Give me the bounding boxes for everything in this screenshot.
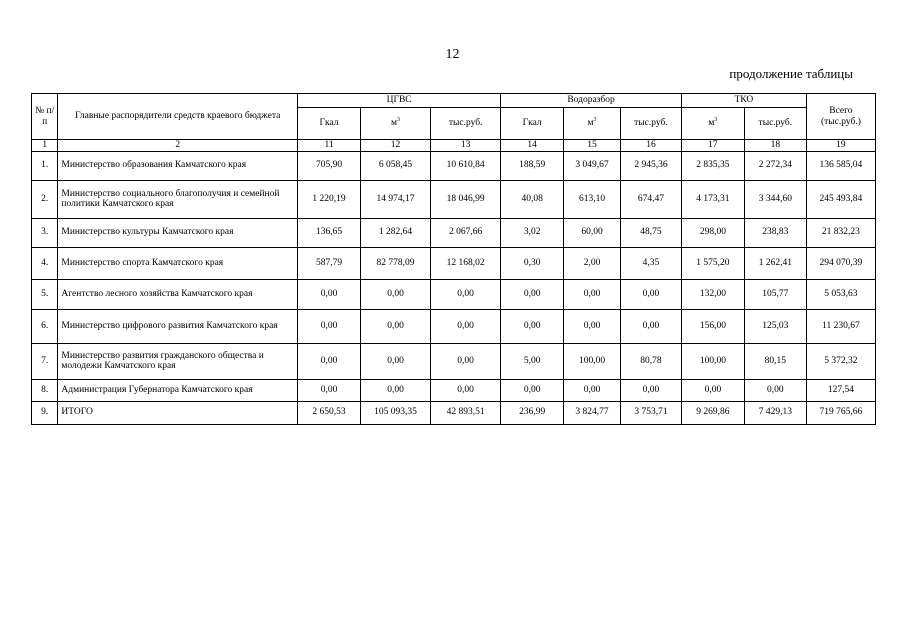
header-num: № п/п xyxy=(32,94,58,140)
cell-value: 14 974,17 xyxy=(361,180,431,218)
col-number: 11 xyxy=(298,140,361,152)
column-number-row xyxy=(32,140,876,152)
table-row xyxy=(32,379,876,401)
header-tko: ТКО xyxy=(681,94,806,108)
cell-value: 0,00 xyxy=(564,379,621,401)
row-number: 3. xyxy=(32,218,58,247)
unit-m3: $м^3$ xyxy=(681,108,744,140)
cell-value: 1 282,64 xyxy=(361,218,431,247)
cell-value: 18 046,99 xyxy=(431,180,501,218)
cell-value: 10 610,84 xyxy=(431,151,501,180)
unit-m3: $м^3$ xyxy=(564,108,621,140)
row-name: Министерство цифрового развития Камчатского края xyxy=(58,309,298,343)
table-row xyxy=(32,343,876,379)
col-number: 14 xyxy=(501,140,564,152)
unit-m3: $м^3$ xyxy=(361,108,431,140)
cell-value: 4,35 xyxy=(620,247,681,279)
cell-value: 2 945,36 xyxy=(620,151,681,180)
col-number: 12 xyxy=(361,140,431,152)
cell-value: 0,00 xyxy=(431,279,501,309)
cell-value: 3 049,67 xyxy=(564,151,621,180)
cell-value: 238,83 xyxy=(744,218,806,247)
table-row xyxy=(32,151,876,180)
col-number: 18 xyxy=(744,140,806,152)
cell-value: 105,77 xyxy=(744,279,806,309)
cell-value: 674,47 xyxy=(620,180,681,218)
cell-value: 5,00 xyxy=(501,343,564,379)
col-number: 2 xyxy=(58,140,298,152)
cell-value: 0,00 xyxy=(744,379,806,401)
cell-value: 12 168,02 xyxy=(431,247,501,279)
unit-rub: тыс.руб. xyxy=(431,108,501,140)
cell-value: 100,00 xyxy=(564,343,621,379)
cell-value: 0,00 xyxy=(564,279,621,309)
cell-value: 5 372,32 xyxy=(806,343,875,379)
col-number: 19 xyxy=(806,140,875,152)
total-row xyxy=(32,401,876,424)
cell-value: 188,59 xyxy=(501,151,564,180)
col-number: 16 xyxy=(620,140,681,152)
cell-value: 132,00 xyxy=(681,279,744,309)
cell-value: 1 575,20 xyxy=(681,247,744,279)
cell-value: 7 429,13 xyxy=(744,401,806,424)
cell-value: 0,00 xyxy=(501,379,564,401)
header-cgvs: ЦГВС xyxy=(298,94,501,108)
cell-value: 0,00 xyxy=(620,379,681,401)
row-number: 7. xyxy=(32,343,58,379)
col-number: 13 xyxy=(431,140,501,152)
cell-value: 6 058,45 xyxy=(361,151,431,180)
cell-value: 0,00 xyxy=(431,343,501,379)
col-number: 1 xyxy=(32,140,58,152)
cell-value: 48,75 xyxy=(620,218,681,247)
table-row xyxy=(32,247,876,279)
cell-value: 80,78 xyxy=(620,343,681,379)
cell-value: 3,02 xyxy=(501,218,564,247)
row-number: 2. xyxy=(32,180,58,218)
cell-value: 0,30 xyxy=(501,247,564,279)
cell-value: 613,10 xyxy=(564,180,621,218)
unit-rub: тыс.руб. xyxy=(744,108,806,140)
cell-value: 0,00 xyxy=(431,379,501,401)
cell-value: 0,00 xyxy=(564,309,621,343)
row-number: 1. xyxy=(32,151,58,180)
cell-value: 298,00 xyxy=(681,218,744,247)
cell-value: 236,99 xyxy=(501,401,564,424)
col-number: 17 xyxy=(681,140,744,152)
cell-value: 21 832,23 xyxy=(806,218,875,247)
unit-gcal: Гкал xyxy=(298,108,361,140)
cell-value: 125,03 xyxy=(744,309,806,343)
cell-value: 2 650,53 xyxy=(298,401,361,424)
cell-value: 2 067,66 xyxy=(431,218,501,247)
row-name: Агентство лесного хозяйства Камчатского края xyxy=(58,279,298,309)
cell-value: 1 220,19 xyxy=(298,180,361,218)
cell-value: 4 173,31 xyxy=(681,180,744,218)
cell-value: 136 585,04 xyxy=(806,151,875,180)
row-name: Министерство культуры Камчатского края xyxy=(58,218,298,247)
cell-value: 0,00 xyxy=(298,279,361,309)
table-row xyxy=(32,180,876,218)
cell-value: 40,08 xyxy=(501,180,564,218)
cell-value: 0,00 xyxy=(620,279,681,309)
row-number: 5. xyxy=(32,279,58,309)
unit-gcal: Гкал xyxy=(501,108,564,140)
cell-value: 0,00 xyxy=(298,379,361,401)
cell-value: 245 493,84 xyxy=(806,180,875,218)
cell-value: 156,00 xyxy=(681,309,744,343)
table-row xyxy=(32,309,876,343)
col-number: 15 xyxy=(564,140,621,152)
cell-value: 3 824,77 xyxy=(564,401,621,424)
header-name: Главные распорядители средств краевого бюджета xyxy=(58,94,298,140)
table-row xyxy=(32,218,876,247)
row-name: Министерство развития гражданского общества и молодежи Камчатского края xyxy=(58,343,298,379)
row-name: Министерство образования Камчатского края xyxy=(58,151,298,180)
cell-value: 0,00 xyxy=(361,343,431,379)
cell-value: 2 835,35 xyxy=(681,151,744,180)
budget-table xyxy=(31,93,876,425)
cell-value: 0,00 xyxy=(501,279,564,309)
cell-value: 0,00 xyxy=(681,379,744,401)
cell-value: 136,65 xyxy=(298,218,361,247)
cell-value: 0,00 xyxy=(361,379,431,401)
cell-value: 2 272,34 xyxy=(744,151,806,180)
cell-value: 3 344,60 xyxy=(744,180,806,218)
cell-value: 82 778,09 xyxy=(361,247,431,279)
row-number: 6. xyxy=(32,309,58,343)
cell-value: 2,00 xyxy=(564,247,621,279)
cell-value: 100,00 xyxy=(681,343,744,379)
unit-rub: тыс.руб. xyxy=(620,108,681,140)
header-row-groups xyxy=(32,94,876,108)
row-number: 8. xyxy=(32,379,58,401)
cell-value: 0,00 xyxy=(501,309,564,343)
cell-value: 11 230,67 xyxy=(806,309,875,343)
cell-value: 0,00 xyxy=(620,309,681,343)
row-name: ИТОГО xyxy=(58,401,298,424)
cell-value: 105 093,35 xyxy=(361,401,431,424)
row-name: Министерство спорта Камчатского края xyxy=(58,247,298,279)
cell-value: 80,15 xyxy=(744,343,806,379)
cell-value: 294 070,39 xyxy=(806,247,875,279)
cell-value: 705,90 xyxy=(298,151,361,180)
header-total: Всего (тыс.руб.) xyxy=(806,94,875,140)
cell-value: 0,00 xyxy=(361,309,431,343)
cell-value: 3 753,71 xyxy=(620,401,681,424)
cell-value: 1 262,41 xyxy=(744,247,806,279)
table-row xyxy=(32,279,876,309)
cell-value: 127,54 xyxy=(806,379,875,401)
cell-value: 719 765,66 xyxy=(806,401,875,424)
row-name: Администрация Губернатора Камчатского края xyxy=(58,379,298,401)
page-number: 12 xyxy=(445,47,460,62)
cell-value: 587,79 xyxy=(298,247,361,279)
cell-value: 42 893,51 xyxy=(431,401,501,424)
cell-value: 0,00 xyxy=(298,309,361,343)
cell-value: 60,00 xyxy=(564,218,621,247)
cell-value: 9 269,86 xyxy=(681,401,744,424)
cell-value: 0,00 xyxy=(361,279,431,309)
row-name: Министерство социального благополучия и семейной политики Камчатского края xyxy=(58,180,298,218)
continuation-label: продолжение таблицы xyxy=(729,66,853,81)
cell-value: 0,00 xyxy=(431,309,501,343)
header-water: Водоразбор xyxy=(501,94,682,108)
cell-value: 5 053,63 xyxy=(806,279,875,309)
cell-value: 0,00 xyxy=(298,343,361,379)
row-number: 4. xyxy=(32,247,58,279)
row-number: 9. xyxy=(32,401,58,424)
